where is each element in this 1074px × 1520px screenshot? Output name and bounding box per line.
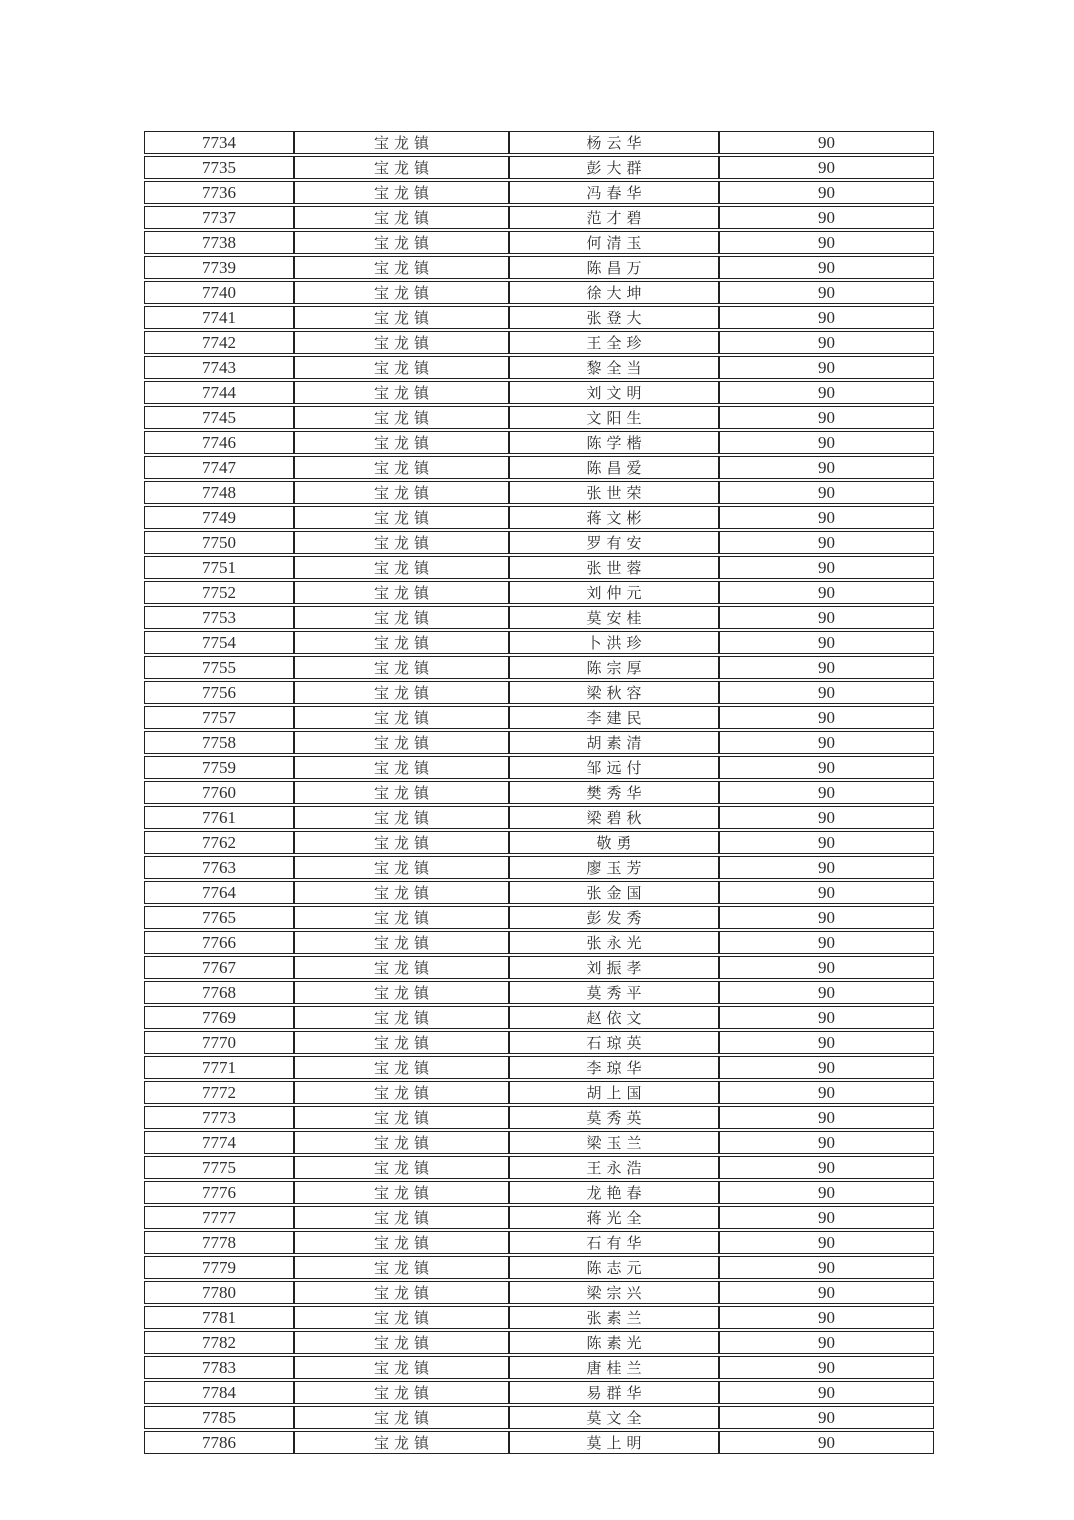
row-id-cell: 7743 <box>144 356 294 379</box>
row-score-cell: 90 <box>719 506 934 529</box>
row-name-cell: 文阳生 <box>509 406 719 429</box>
row-id-cell: 7749 <box>144 506 294 529</box>
table-row <box>144 1156 934 1179</box>
row-name-cell: 梁玉兰 <box>509 1131 719 1154</box>
row-id-cell: 7776 <box>144 1181 294 1204</box>
table-row <box>144 1031 934 1054</box>
table-row <box>144 1231 934 1254</box>
row-name-cell: 胡上国 <box>509 1081 719 1104</box>
table-row <box>144 1256 934 1279</box>
row-name-cell: 莫秀英 <box>509 1106 719 1129</box>
row-name-cell: 易群华 <box>509 1381 719 1404</box>
row-score-cell: 90 <box>719 381 934 404</box>
row-id-cell: 7766 <box>144 931 294 954</box>
row-id-cell: 7742 <box>144 331 294 354</box>
row-id-cell: 7764 <box>144 881 294 904</box>
row-town-cell: 宝龙镇 <box>294 681 509 704</box>
row-name-cell: 王全珍 <box>509 331 719 354</box>
table-row <box>144 781 934 804</box>
row-score-cell: 90 <box>719 781 934 804</box>
row-score-cell: 90 <box>719 1006 934 1029</box>
row-name-cell: 石琼英 <box>509 1031 719 1054</box>
row-town-cell: 宝龙镇 <box>294 356 509 379</box>
row-score-cell: 90 <box>719 231 934 254</box>
table-row <box>144 1056 934 1079</box>
row-name-cell: 莫上明 <box>509 1431 719 1454</box>
row-name-cell: 蒋光全 <box>509 1206 719 1229</box>
row-score-cell: 90 <box>719 456 934 479</box>
row-town-cell: 宝龙镇 <box>294 831 509 854</box>
row-id-cell: 7762 <box>144 831 294 854</box>
row-id-cell: 7752 <box>144 581 294 604</box>
row-id-cell: 7774 <box>144 1131 294 1154</box>
row-town-cell: 宝龙镇 <box>294 1231 509 1254</box>
row-name-cell: 李建民 <box>509 706 719 729</box>
row-id-cell: 7765 <box>144 906 294 929</box>
table-row <box>144 1006 934 1029</box>
row-name-cell: 刘振孝 <box>509 956 719 979</box>
row-score-cell: 90 <box>719 831 934 854</box>
table-row <box>144 881 934 904</box>
table-row <box>144 1331 934 1354</box>
table-row <box>144 981 934 1004</box>
row-town-cell: 宝龙镇 <box>294 906 509 929</box>
row-score-cell: 90 <box>719 1256 934 1279</box>
row-town-cell: 宝龙镇 <box>294 981 509 1004</box>
row-town-cell: 宝龙镇 <box>294 331 509 354</box>
table-row <box>144 656 934 679</box>
row-score-cell: 90 <box>719 331 934 354</box>
table-row <box>144 756 934 779</box>
table-row <box>144 456 934 479</box>
row-id-cell: 7746 <box>144 431 294 454</box>
table-row <box>144 831 934 854</box>
row-town-cell: 宝龙镇 <box>294 1081 509 1104</box>
row-id-cell: 7758 <box>144 731 294 754</box>
table-row <box>144 631 934 654</box>
table-row <box>144 556 934 579</box>
row-town-cell: 宝龙镇 <box>294 1156 509 1179</box>
row-name-cell: 梁碧秋 <box>509 806 719 829</box>
table-row <box>144 1106 934 1129</box>
row-name-cell: 卜洪珍 <box>509 631 719 654</box>
row-id-cell: 7744 <box>144 381 294 404</box>
row-town-cell: 宝龙镇 <box>294 731 509 754</box>
row-id-cell: 7750 <box>144 531 294 554</box>
row-id-cell: 7734 <box>144 131 294 154</box>
row-name-cell: 梁秋容 <box>509 681 719 704</box>
row-score-cell: 90 <box>719 1056 934 1079</box>
row-score-cell: 90 <box>719 181 934 204</box>
row-town-cell: 宝龙镇 <box>294 306 509 329</box>
row-score-cell: 90 <box>719 556 934 579</box>
row-town-cell: 宝龙镇 <box>294 856 509 879</box>
row-name-cell: 唐桂兰 <box>509 1356 719 1379</box>
row-score-cell: 90 <box>719 1381 934 1404</box>
row-id-cell: 7745 <box>144 406 294 429</box>
row-id-cell: 7786 <box>144 1431 294 1454</box>
table-row <box>144 481 934 504</box>
row-name-cell: 冯春华 <box>509 181 719 204</box>
row-score-cell: 90 <box>719 306 934 329</box>
row-name-cell: 莫安桂 <box>509 606 719 629</box>
row-score-cell: 90 <box>719 756 934 779</box>
table-row <box>144 131 934 154</box>
table-row <box>144 331 934 354</box>
row-name-cell: 梁宗兴 <box>509 1281 719 1304</box>
row-name-cell: 刘仲元 <box>509 581 719 604</box>
table-row <box>144 356 934 379</box>
row-id-cell: 7754 <box>144 631 294 654</box>
row-name-cell: 何清玉 <box>509 231 719 254</box>
row-score-cell: 90 <box>719 206 934 229</box>
row-id-cell: 7736 <box>144 181 294 204</box>
row-score-cell: 90 <box>719 1306 934 1329</box>
table-row <box>144 856 934 879</box>
row-town-cell: 宝龙镇 <box>294 156 509 179</box>
row-score-cell: 90 <box>719 156 934 179</box>
row-score-cell: 90 <box>719 1231 934 1254</box>
table-row <box>144 231 934 254</box>
row-town-cell: 宝龙镇 <box>294 131 509 154</box>
row-name-cell: 廖玉芳 <box>509 856 719 879</box>
table-row <box>144 706 934 729</box>
row-name-cell: 刘文明 <box>509 381 719 404</box>
row-town-cell: 宝龙镇 <box>294 1406 509 1429</box>
row-id-cell: 7751 <box>144 556 294 579</box>
row-id-cell: 7768 <box>144 981 294 1004</box>
row-town-cell: 宝龙镇 <box>294 231 509 254</box>
row-score-cell: 90 <box>719 706 934 729</box>
row-name-cell: 罗有安 <box>509 531 719 554</box>
row-score-cell: 90 <box>719 731 934 754</box>
row-town-cell: 宝龙镇 <box>294 1131 509 1154</box>
row-id-cell: 7771 <box>144 1056 294 1079</box>
table-row <box>144 381 934 404</box>
row-score-cell: 90 <box>719 406 934 429</box>
row-score-cell: 90 <box>719 581 934 604</box>
row-name-cell: 杨云华 <box>509 131 719 154</box>
row-id-cell: 7770 <box>144 1031 294 1054</box>
row-town-cell: 宝龙镇 <box>294 881 509 904</box>
row-id-cell: 7777 <box>144 1206 294 1229</box>
row-score-cell: 90 <box>719 956 934 979</box>
row-name-cell: 王永浩 <box>509 1156 719 1179</box>
row-town-cell: 宝龙镇 <box>294 1431 509 1454</box>
row-id-cell: 7767 <box>144 956 294 979</box>
row-name-cell: 石有华 <box>509 1231 719 1254</box>
row-score-cell: 90 <box>719 1331 934 1354</box>
row-town-cell: 宝龙镇 <box>294 556 509 579</box>
row-town-cell: 宝龙镇 <box>294 781 509 804</box>
row-name-cell: 张登大 <box>509 306 719 329</box>
row-score-cell: 90 <box>719 481 934 504</box>
row-name-cell: 樊秀华 <box>509 781 719 804</box>
row-town-cell: 宝龙镇 <box>294 1281 509 1304</box>
row-score-cell: 90 <box>719 1106 934 1129</box>
table-row <box>144 256 934 279</box>
row-score-cell: 90 <box>719 881 934 904</box>
row-town-cell: 宝龙镇 <box>294 756 509 779</box>
row-id-cell: 7782 <box>144 1331 294 1354</box>
row-town-cell: 宝龙镇 <box>294 381 509 404</box>
row-score-cell: 90 <box>719 856 934 879</box>
row-name-cell: 蒋文彬 <box>509 506 719 529</box>
table-row <box>144 1356 934 1379</box>
row-name-cell: 彭大群 <box>509 156 719 179</box>
row-score-cell: 90 <box>719 1181 934 1204</box>
row-id-cell: 7761 <box>144 806 294 829</box>
row-town-cell: 宝龙镇 <box>294 931 509 954</box>
row-town-cell: 宝龙镇 <box>294 1256 509 1279</box>
row-town-cell: 宝龙镇 <box>294 1006 509 1029</box>
table-row <box>144 806 934 829</box>
row-id-cell: 7738 <box>144 231 294 254</box>
table-row <box>144 406 934 429</box>
table-row <box>144 156 934 179</box>
table-row <box>144 306 934 329</box>
table-row <box>144 606 934 629</box>
row-town-cell: 宝龙镇 <box>294 1181 509 1204</box>
row-id-cell: 7783 <box>144 1356 294 1379</box>
row-town-cell: 宝龙镇 <box>294 1031 509 1054</box>
row-score-cell: 90 <box>719 431 934 454</box>
table-row <box>144 531 934 554</box>
row-id-cell: 7757 <box>144 706 294 729</box>
table-row <box>144 956 934 979</box>
row-town-cell: 宝龙镇 <box>294 956 509 979</box>
row-town-cell: 宝龙镇 <box>294 431 509 454</box>
row-town-cell: 宝龙镇 <box>294 1331 509 1354</box>
row-name-cell: 彭发秀 <box>509 906 719 929</box>
row-name-cell: 张金国 <box>509 881 719 904</box>
row-name-cell: 陈昌万 <box>509 256 719 279</box>
row-score-cell: 90 <box>719 981 934 1004</box>
row-id-cell: 7756 <box>144 681 294 704</box>
row-score-cell: 90 <box>719 1081 934 1104</box>
table-row <box>144 731 934 754</box>
table-row <box>144 906 934 929</box>
row-name-cell: 陈素光 <box>509 1331 719 1354</box>
row-town-cell: 宝龙镇 <box>294 1381 509 1404</box>
table-row <box>144 681 934 704</box>
row-id-cell: 7785 <box>144 1406 294 1429</box>
table-row <box>144 206 934 229</box>
table-row <box>144 1381 934 1404</box>
row-id-cell: 7753 <box>144 606 294 629</box>
table-row <box>144 1406 934 1429</box>
row-name-cell: 邹远付 <box>509 756 719 779</box>
row-town-cell: 宝龙镇 <box>294 581 509 604</box>
table-row <box>144 181 934 204</box>
row-name-cell: 胡素清 <box>509 731 719 754</box>
row-town-cell: 宝龙镇 <box>294 706 509 729</box>
row-town-cell: 宝龙镇 <box>294 456 509 479</box>
row-score-cell: 90 <box>719 1406 934 1429</box>
row-town-cell: 宝龙镇 <box>294 656 509 679</box>
row-town-cell: 宝龙镇 <box>294 1106 509 1129</box>
table-row <box>144 1431 934 1454</box>
row-id-cell: 7779 <box>144 1256 294 1279</box>
row-score-cell: 90 <box>719 931 934 954</box>
row-id-cell: 7735 <box>144 156 294 179</box>
table-row <box>144 1281 934 1304</box>
row-id-cell: 7780 <box>144 1281 294 1304</box>
row-town-cell: 宝龙镇 <box>294 531 509 554</box>
row-id-cell: 7747 <box>144 456 294 479</box>
row-town-cell: 宝龙镇 <box>294 606 509 629</box>
row-id-cell: 7759 <box>144 756 294 779</box>
row-id-cell: 7737 <box>144 206 294 229</box>
row-name-cell: 陈昌爱 <box>509 456 719 479</box>
row-name-cell: 陈学楷 <box>509 431 719 454</box>
row-score-cell: 90 <box>719 531 934 554</box>
row-id-cell: 7778 <box>144 1231 294 1254</box>
row-name-cell: 陈志元 <box>509 1256 719 1279</box>
row-score-cell: 90 <box>719 806 934 829</box>
table-row <box>144 1181 934 1204</box>
row-town-cell: 宝龙镇 <box>294 806 509 829</box>
row-name-cell: 陈宗厚 <box>509 656 719 679</box>
row-score-cell: 90 <box>719 656 934 679</box>
row-name-cell: 范才碧 <box>509 206 719 229</box>
row-score-cell: 90 <box>719 1206 934 1229</box>
row-name-cell: 莫秀平 <box>509 981 719 1004</box>
row-name-cell: 龙艳春 <box>509 1181 719 1204</box>
table-row <box>144 1081 934 1104</box>
row-town-cell: 宝龙镇 <box>294 481 509 504</box>
table-row <box>144 506 934 529</box>
row-id-cell: 7781 <box>144 1306 294 1329</box>
row-town-cell: 宝龙镇 <box>294 206 509 229</box>
table-row <box>144 581 934 604</box>
row-score-cell: 90 <box>719 281 934 304</box>
table-row <box>144 1306 934 1329</box>
row-town-cell: 宝龙镇 <box>294 1206 509 1229</box>
row-score-cell: 90 <box>719 1031 934 1054</box>
row-name-cell: 张世荣 <box>509 481 719 504</box>
row-score-cell: 90 <box>719 631 934 654</box>
row-score-cell: 90 <box>719 1356 934 1379</box>
row-id-cell: 7748 <box>144 481 294 504</box>
row-id-cell: 7740 <box>144 281 294 304</box>
row-score-cell: 90 <box>719 1131 934 1154</box>
row-score-cell: 90 <box>719 1156 934 1179</box>
row-id-cell: 7760 <box>144 781 294 804</box>
table-row <box>144 1131 934 1154</box>
row-id-cell: 7741 <box>144 306 294 329</box>
table-row <box>144 431 934 454</box>
row-id-cell: 7784 <box>144 1381 294 1404</box>
row-town-cell: 宝龙镇 <box>294 506 509 529</box>
row-town-cell: 宝龙镇 <box>294 1056 509 1079</box>
row-name-cell: 徐大坤 <box>509 281 719 304</box>
score-table <box>144 129 934 1456</box>
row-town-cell: 宝龙镇 <box>294 406 509 429</box>
row-name-cell: 敬勇 <box>509 831 719 854</box>
score-table-body <box>144 131 934 1454</box>
row-score-cell: 90 <box>719 131 934 154</box>
row-id-cell: 7755 <box>144 656 294 679</box>
row-id-cell: 7772 <box>144 1081 294 1104</box>
row-id-cell: 7739 <box>144 256 294 279</box>
row-score-cell: 90 <box>719 906 934 929</box>
row-name-cell: 李琼华 <box>509 1056 719 1079</box>
row-name-cell: 张永光 <box>509 931 719 954</box>
row-score-cell: 90 <box>719 1431 934 1454</box>
row-name-cell: 张世蓉 <box>509 556 719 579</box>
row-score-cell: 90 <box>719 606 934 629</box>
row-town-cell: 宝龙镇 <box>294 181 509 204</box>
row-id-cell: 7775 <box>144 1156 294 1179</box>
row-id-cell: 7773 <box>144 1106 294 1129</box>
table-row <box>144 931 934 954</box>
row-name-cell: 莫文全 <box>509 1406 719 1429</box>
row-id-cell: 7763 <box>144 856 294 879</box>
row-town-cell: 宝龙镇 <box>294 281 509 304</box>
table-row <box>144 1206 934 1229</box>
row-town-cell: 宝龙镇 <box>294 1306 509 1329</box>
row-town-cell: 宝龙镇 <box>294 256 509 279</box>
row-score-cell: 90 <box>719 1281 934 1304</box>
row-score-cell: 90 <box>719 356 934 379</box>
table-row <box>144 281 934 304</box>
row-town-cell: 宝龙镇 <box>294 631 509 654</box>
row-score-cell: 90 <box>719 256 934 279</box>
row-name-cell: 赵依文 <box>509 1006 719 1029</box>
row-id-cell: 7769 <box>144 1006 294 1029</box>
row-name-cell: 张素兰 <box>509 1306 719 1329</box>
row-score-cell: 90 <box>719 681 934 704</box>
row-name-cell: 黎全当 <box>509 356 719 379</box>
row-town-cell: 宝龙镇 <box>294 1356 509 1379</box>
